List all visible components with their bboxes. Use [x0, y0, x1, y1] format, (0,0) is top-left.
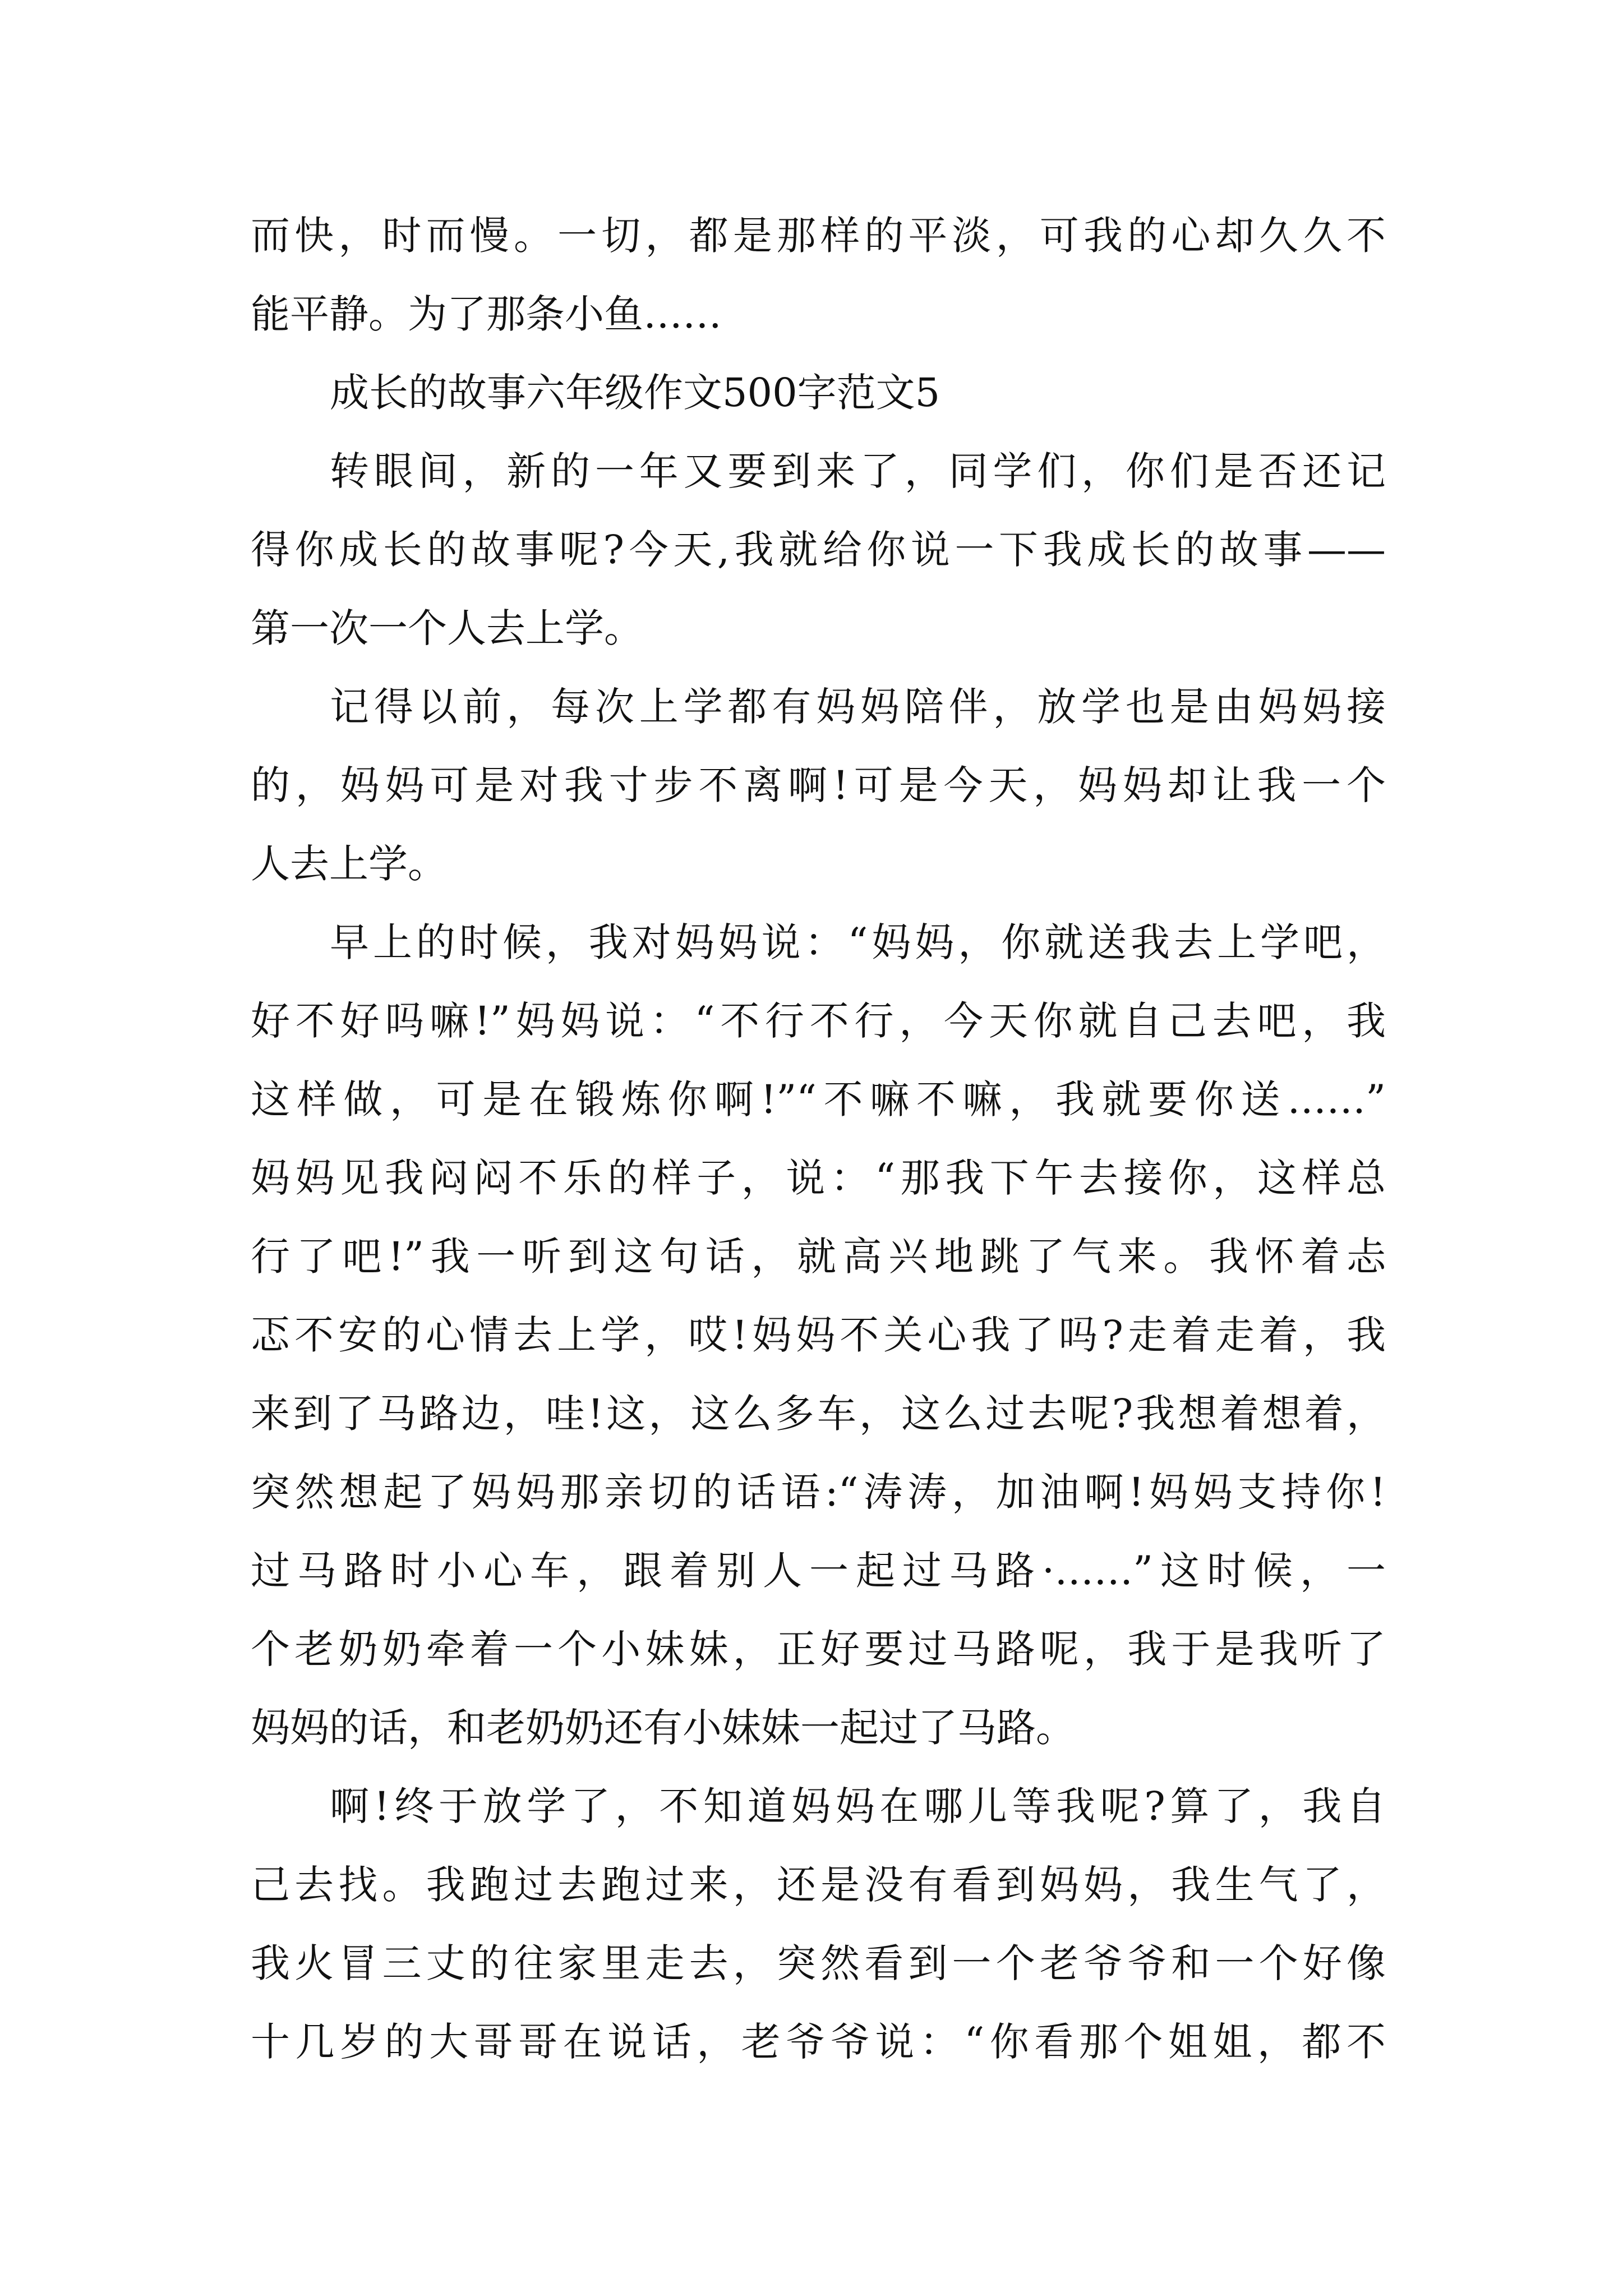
- text-line: 转眼间，新的一年又要到来了，同学们，你们是否还记: [330, 448, 1386, 494]
- text-line: 好不好吗嘛!”妈妈说：“不行不行，今天你就自己去吧，我: [251, 998, 1386, 1044]
- text-line: 突然想起了妈妈那亲切的话语:“涛涛，加油啊!妈妈支持你!: [251, 1469, 1386, 1515]
- section-heading: 成长的故事六年级作文500字范文5: [330, 370, 940, 416]
- text-line: 妈妈见我闷闷不乐的样子，说：“那我下午去接你，这样总: [251, 1155, 1386, 1201]
- text-line: 妈妈的话，和老奶奶还有小妹妹一起过了马路。: [251, 1705, 1075, 1751]
- text-line: 得你成长的故事呢?今天,我就给你说一下我成长的故事——: [251, 527, 1386, 573]
- text-line: 过马路时小心车，跟着别人一起过马路·……”这时候，一: [251, 1548, 1386, 1594]
- text-line: 能平静。为了那条小鱼……: [251, 291, 722, 337]
- text-line: 我火冒三丈的往家里走去，突然看到一个老爷爷和一个好像: [251, 1940, 1386, 1986]
- text-line: 第一次一个人去上学。: [251, 605, 643, 651]
- text-line: 的，妈妈可是对我寸步不离啊!可是今天，妈妈却让我一个: [251, 762, 1386, 808]
- text-line: 行了吧!”我一听到这句话，就高兴地跳了气来。我怀着忐: [251, 1234, 1386, 1280]
- text-line: 啊!终于放学了，不知道妈妈在哪儿等我呢?算了，我自: [330, 1783, 1386, 1829]
- text-line: 忑不安的心情去上学，哎!妈妈不关心我了吗?走着走着，我: [251, 1312, 1386, 1358]
- text-line: 个老奶奶牵着一个小妹妹，正好要过马路呢，我于是我听了: [251, 1626, 1386, 1672]
- text-line: 来到了马路边，哇!这，这么多车，这么过去呢?我想着想着，: [251, 1391, 1386, 1437]
- text-line: 而快，时而慢。一切，都是那样的平淡，可我的心却久久不: [251, 213, 1386, 259]
- text-line: 人去上学。: [251, 841, 447, 887]
- text-line: 早上的时候，我对妈妈说：“妈妈，你就送我去上学吧，: [330, 919, 1386, 965]
- text-line: 十几岁的大哥哥在说话，老爷爷说：“你看那个姐姐，都不: [251, 2019, 1386, 2065]
- text-line: 记得以前，每次上学都有妈妈陪伴，放学也是由妈妈接: [330, 684, 1386, 730]
- text-line: 己去找。我跑过去跑过来，还是没有看到妈妈，我生气了，: [251, 1862, 1386, 1908]
- text-line: 这样做，可是在锻炼你啊!”“不嘛不嘛，我就要你送……”: [251, 1076, 1386, 1122]
